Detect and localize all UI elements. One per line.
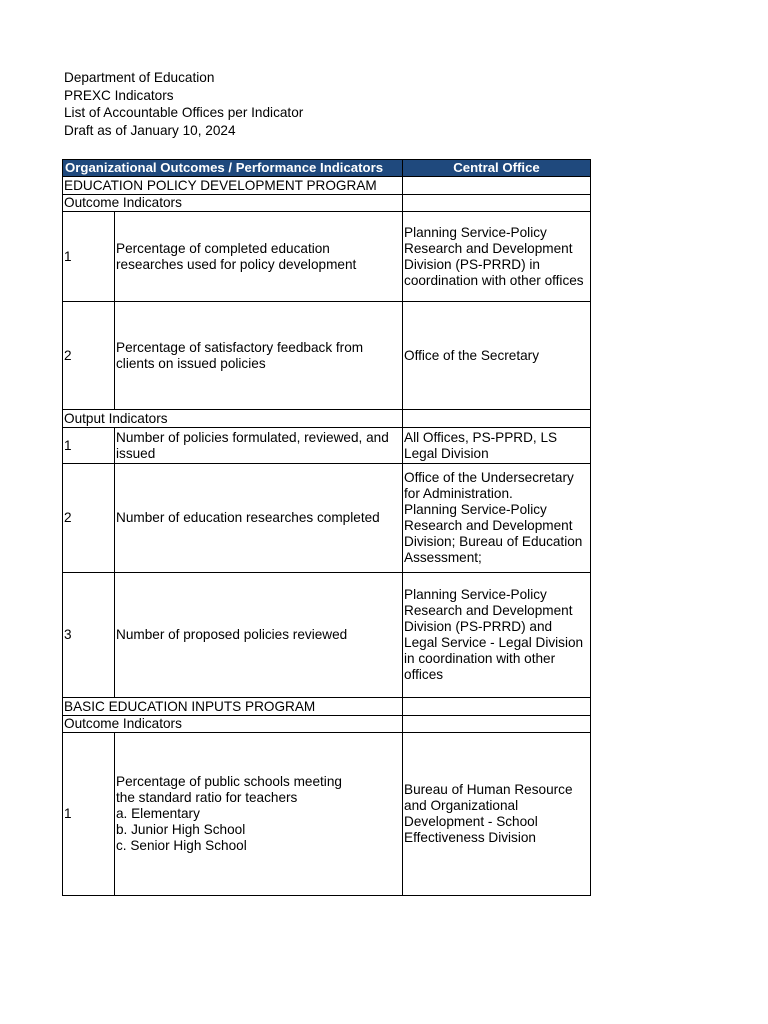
empty-cell <box>403 410 591 428</box>
accountable-office: Bureau of Human Resource and Organizational Development - School Effectiveness Division <box>403 733 591 896</box>
indicator-text: Number of proposed policies reviewed <box>115 573 403 698</box>
table-row <box>63 212 591 302</box>
indicator-number: 3 <box>63 573 115 698</box>
accountable-office: All Offices, PS-PPRD, LS Legal Division <box>403 428 591 464</box>
column-header-office: Central Office <box>403 160 591 177</box>
table-row <box>63 410 591 428</box>
accountable-office: Planning Service-Policy Research and Development Division (PS-PRRD) in coordination with other offices <box>403 212 591 302</box>
program-title: BASIC EDUCATION INPUTS PROGRAM <box>63 698 403 716</box>
indicator-text: Percentage of public schools meeting the standard ratio for teachers a. Elementary b. Junior High School c. Senior High School <box>115 733 403 896</box>
indicator-group-label: Outcome Indicators <box>63 716 403 733</box>
table-row <box>63 716 591 733</box>
column-header-indicators: Organizational Outcomes / Performance Indicators <box>63 160 403 177</box>
indicator-number: 1 <box>63 212 115 302</box>
table-row <box>63 302 591 410</box>
indicator-text: Number of education researches completed <box>115 464 403 573</box>
indicator-text: Percentage of satisfactory feedback from clients on issued policies <box>115 302 403 410</box>
table-row <box>63 195 591 212</box>
accountable-office: Office of the Undersecretary for Administration. Planning Service-Policy Research and Development Division; Bureau of Education Assessment; <box>403 464 591 573</box>
table-row <box>63 733 591 896</box>
empty-cell <box>403 177 591 195</box>
table-row <box>63 464 591 573</box>
draft-date: Draft as of January 10, 2024 <box>64 122 236 138</box>
indicator-group-label: Output Indicators <box>63 410 403 428</box>
indicators-table <box>62 159 591 896</box>
indicator-group-label: Outcome Indicators <box>63 195 403 212</box>
indicator-number: 1 <box>63 428 115 464</box>
accountable-office: Office of the Secretary <box>403 302 591 410</box>
accountable-office: Planning Service-Policy Research and Development Division (PS-PRRD) and Legal Service - Legal Division in coordination with other offices <box>403 573 591 698</box>
indicator-number: 1 <box>63 733 115 896</box>
table-header-row <box>63 160 591 177</box>
indicator-text: Number of policies formulated, reviewed, and issued <box>115 428 403 464</box>
table-row <box>63 573 591 698</box>
program-title: EDUCATION POLICY DEVELOPMENT PROGRAM <box>63 177 403 195</box>
table-row <box>63 698 591 716</box>
empty-cell <box>403 716 591 733</box>
empty-cell <box>403 195 591 212</box>
empty-cell <box>403 698 591 716</box>
document-header <box>64 69 303 139</box>
table-row <box>63 428 591 464</box>
indicator-number: 2 <box>63 464 115 573</box>
document-title: List of Accountable Offices per Indicator <box>64 105 304 120</box>
indicator-text: Percentage of completed education researches used for policy development <box>115 212 403 302</box>
indicator-number: 2 <box>63 302 115 410</box>
table-row <box>63 177 591 195</box>
department-name: Department of Education <box>64 70 215 85</box>
document-subject: PREXC Indicators <box>64 87 174 103</box>
